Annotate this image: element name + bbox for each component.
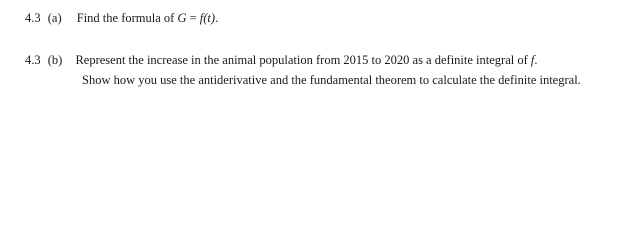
line-1-suffix: .	[534, 53, 538, 67]
question-4-3-a	[25, 10, 218, 26]
question-part-label: (b)	[47, 53, 63, 67]
formula-equals: =	[186, 11, 200, 25]
question-text-line-1	[75, 52, 537, 68]
question-text-line-2: Show how you use the antiderivative and the fundamental theorem to calculate the definite integral.	[82, 73, 581, 87]
question-text-suffix: .	[215, 11, 219, 25]
question-4-3-b	[25, 52, 537, 68]
question-part-label: (a)	[47, 11, 62, 25]
formula-f: f	[199, 11, 204, 25]
line-1-prefix: Represent the increase in the animal population from 2015 to 2020 as a definite integral of	[75, 53, 531, 67]
question-text-prefix: Find the formula of	[76, 11, 178, 25]
formula-t: (t)	[203, 11, 216, 25]
formula-G: G	[177, 11, 187, 25]
question-number: 4.3	[25, 11, 41, 25]
question-number: 4.3	[25, 53, 41, 67]
function-f: f	[530, 53, 535, 67]
question-text	[77, 10, 218, 26]
